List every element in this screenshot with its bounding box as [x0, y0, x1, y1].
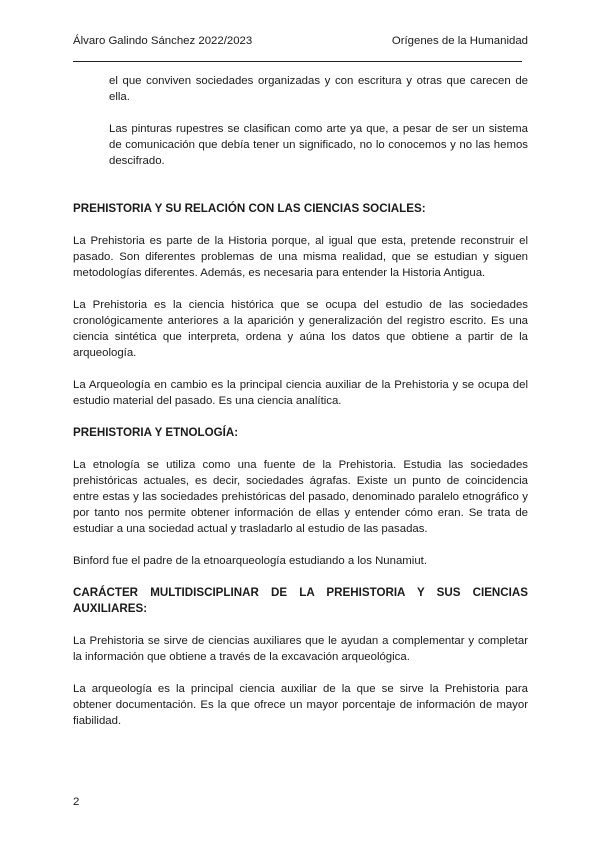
page-number: 2	[73, 796, 80, 808]
paragraph: Binford fue el padre de la etnoarqueología estudiando a los Nunamiut.	[73, 555, 427, 567]
header-course: Orígenes de la Humanidad	[391, 35, 528, 47]
header-author: Álvaro Galindo Sánchez 2022/2023	[73, 35, 253, 47]
header-divider	[73, 61, 522, 62]
section-heading-multidisciplinary: CARÁCTER MULTIDISCIPLINAR DE LA PREHISTORIA Y SUS CIENCIAS AUXILIARES:	[73, 586, 528, 615]
paragraph: La Arqueología en cambio es la principal ciencia auxiliar de la Prehistoria y se ocupa del estudio material del pasado. Es una ciencia analítica.	[73, 379, 528, 407]
section-heading-ethnology: PREHISTORIA Y ETNOLOGÍA:	[73, 426, 239, 439]
paragraph: La Prehistoria es parte de la Historia porque, al igual que esta, pretende reconstruir el pasado. Son diferentes problemas de una misma realidad, que se estudian y siguen metodologías diferentes. Además, es necesaria para entender la Historia Antigua.	[73, 235, 528, 279]
page-header	[73, 35, 528, 47]
page-body	[73, 73, 528, 729]
paragraph: La etnología se utiliza como una fuente de la Prehistoria. Estudia las sociedades prehistóricas actuales, es decir, sociedades ágrafas. Existe un punto de coincidencia entre estas y las sociedades prehistóricas del pasado, denominado paralelo etnográfico y por tanto nos permite obtener información de ellas y entender cómo eran. Se trata de estudiar a una sociedad actual y trasladarlo al estudio de las pasadas.	[73, 459, 528, 535]
paragraph: La Prehistoria es la ciencia histórica que se ocupa del estudio de las sociedades cronológicamente anteriores a la aparición y generalización del registro escrito. Es una ciencia sintética que interpreta, ordena y aúna los datos que obtiene a partir de la arqueología.	[73, 299, 528, 359]
paragraph: La Prehistoria se sirve de ciencias auxiliares que le ayudan a complementar y completar la información que obtiene a través de la excavación arqueológica.	[73, 635, 528, 663]
section-heading-social-sciences: PREHISTORIA Y SU RELACIÓN CON LAS CIENCIAS SOCIALES:	[73, 202, 426, 215]
intro-continuation: el que conviven sociedades organizadas y con escritura y otras que carecen de ella.	[109, 75, 528, 103]
rock-art-paragraph: Las pinturas rupestres se clasifican como arte ya que, a pesar de ser un sistema de comunicación que debía tener un significado, no lo conocemos y no las hemos descifrado.	[109, 123, 528, 167]
paragraph: La arqueología es la principal ciencia auxiliar de la que se sirve la Prehistoria para obtener documentación. Es la que ofrece un mayor porcentaje de información de mayor fiabilidad.	[73, 683, 528, 727]
